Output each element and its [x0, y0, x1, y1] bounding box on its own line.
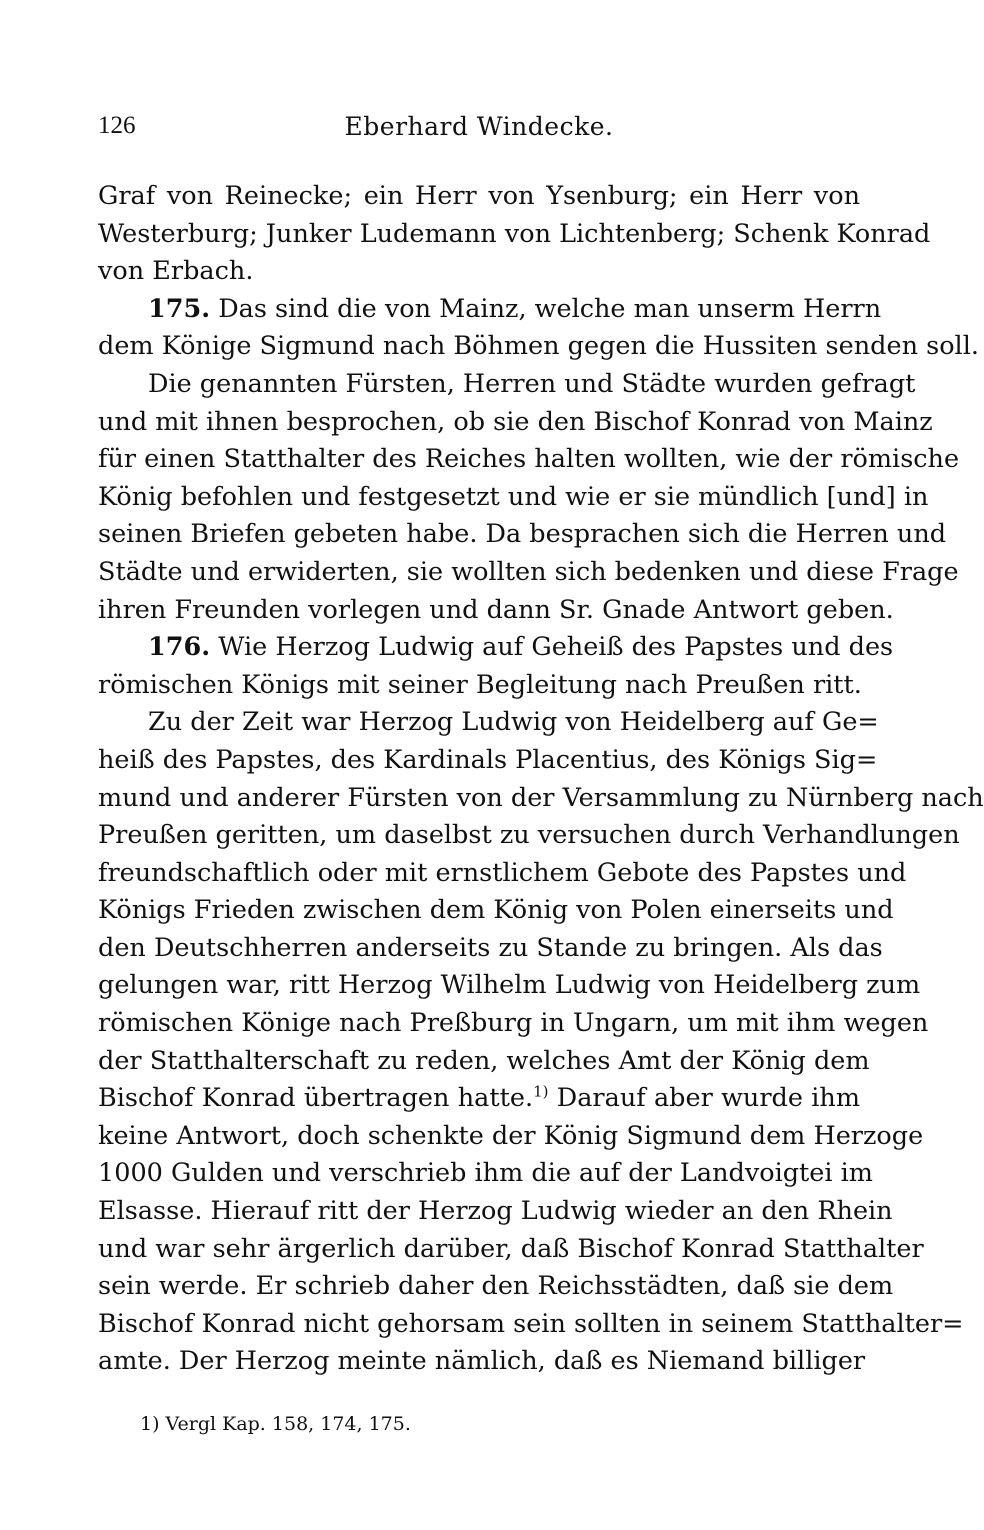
text-line: freundschaftlich oder mit ernstlichem Gebote des Papstes und [98, 857, 907, 888]
text-line: und mit ihnen besprochen, ob sie den Bischof Konrad von Mainz [98, 406, 933, 437]
text-line: von Erbach. [98, 256, 254, 287]
text-line: und war sehr ärgerlich darüber, daß Bischof Konrad Statthalter [98, 1233, 924, 1264]
text-line: Die genannten Fürsten, Herren und Städte wurden gefragt [148, 368, 916, 399]
text-line: Königs Frieden zwischen dem König von Polen einerseits und [98, 895, 894, 926]
text-line: ihren Freunden vorlegen und dann Sr. Gnade Antwort geben. [98, 594, 894, 625]
text-line: Elsasse. Hierauf ritt der Herzog Ludwig wieder an den Rhein [98, 1196, 893, 1227]
section-number-176: 176. [148, 632, 211, 663]
text-line: gelungen war, ritt Herzog Wilhelm Ludwig von Heidelberg zum [98, 970, 921, 1001]
page-number: 126 [98, 112, 136, 139]
text-line: König befohlen und festgesetzt und wie er sie mündlich [und] in [98, 481, 929, 512]
text-line: heiß des Papstes, des Kardinals Placentius, des Königs Sig= [98, 744, 878, 775]
text-line: mund und anderer Fürsten von der Versammlung zu Nürnberg nach [98, 782, 984, 813]
text-line: Westerburg; Junker Ludemann von Lichtenberg; Schenk Konrad [98, 218, 931, 249]
text-line: Städte und erwiderten, sie wollten sich bedenken und diese Frage [98, 556, 959, 587]
section-heading-text: Das sind die von Mainz, welche man unserm Herrn [218, 293, 882, 324]
section-heading-line [98, 291, 882, 329]
text-line: 1000 Gulden und verschrieb ihm die auf der Landvoigtei im [98, 1158, 873, 1189]
footnote: 1) Vergl Kap. 158, 174, 175. [140, 1413, 411, 1435]
text-line [98, 1080, 860, 1118]
text-segment: Bischof Konrad übertragen hatte. [98, 1083, 534, 1114]
section-heading-text: Wie Herzog Ludwig auf Geheiß des Papstes und des [218, 632, 894, 663]
text-line: amte. Der Herzog meinte nämlich, daß es Niemand billiger [98, 1346, 866, 1377]
text-line: den Deutschherren anderseits zu Stande zu bringen. Als das [98, 932, 883, 963]
text-line: seinen Briefen gebeten habe. Da besprachen sich die Herren und [98, 519, 947, 550]
text-line: für einen Statthalter des Reiches halten wollten, wie der römische [98, 444, 960, 475]
section-heading-line [98, 629, 894, 667]
body-text [98, 178, 984, 1381]
text-line: Bischof Konrad nicht gehorsam sein sollten in seinem Statthalter= [98, 1308, 964, 1339]
section-heading-line: römischen Königs mit seiner Begleitung nach Preußen ritt. [98, 669, 862, 700]
text-line: römischen Könige nach Preßburg in Ungarn, um mit ihm wegen [98, 1008, 929, 1039]
section-heading-line: dem Könige Sigmund nach Böhmen gegen die Hussiten senden soll. [98, 331, 979, 362]
text-line: der Statthalterschaft zu reden, welches Amt der König dem [98, 1045, 870, 1076]
text-line: Graf von Reinecke; ein Herr von Ysenburg; ein Herr von [98, 181, 860, 211]
text-segment: Darauf aber wurde ihm [556, 1083, 861, 1114]
running-title: Eberhard Windecke. [344, 112, 614, 141]
text-line: keine Antwort, doch schenkte der König Sigmund dem Herzoge [98, 1120, 924, 1151]
section-number-175: 175. [148, 293, 211, 324]
text-line: sein werde. Er schrieb daher den Reichsstädten, daß sie dem [98, 1271, 894, 1302]
text-line: Preußen geritten, um daselbst zu versuchen durch Verhandlungen [98, 820, 960, 851]
page-header [98, 112, 860, 152]
footnote-reference[interactable]: 1) [533, 1082, 549, 1101]
text-line: Zu der Zeit war Herzog Ludwig von Heidelberg auf Ge= [148, 707, 879, 738]
